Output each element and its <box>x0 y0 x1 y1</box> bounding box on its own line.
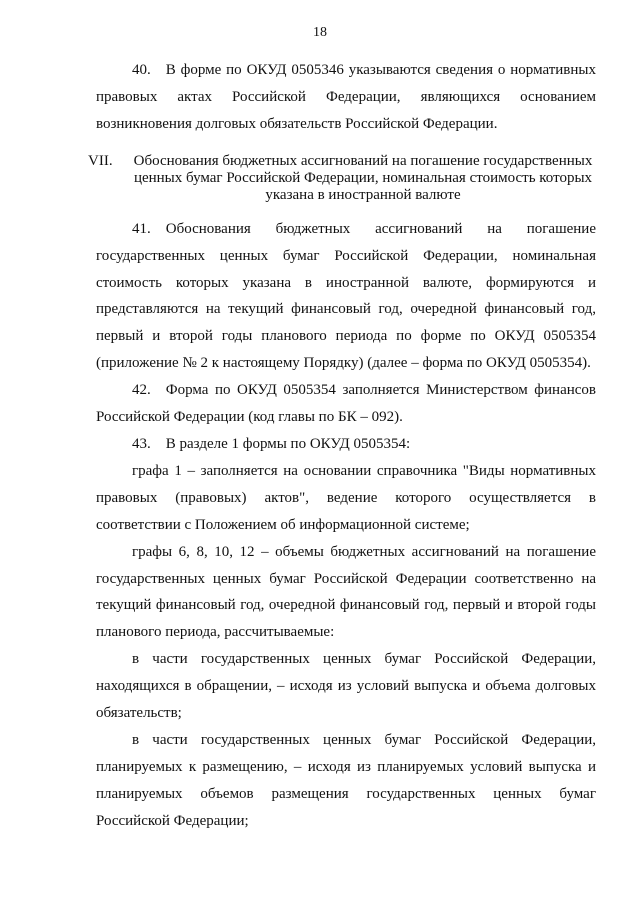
paragraph-planned-placement: в части государственных ценных бумаг Российской Федерации, планируемых к размещению, – исходя из планируемых условий выпуска и планируемых объемов размещения государственных ценных бумаг Российской Федерации; <box>96 731 596 829</box>
section-heading <box>88 153 598 204</box>
paragraph-in-circulation: в части государственных ценных бумаг Российской Федерации, находящихся в обращении, – исходя из условий выпуска и объема долговых обязательств; <box>96 651 596 722</box>
document-body <box>88 57 596 835</box>
paragraph-40: 40. В форме по ОКУД 0505346 указываются сведения о нормативных правовых актах Российской Федерации, являющихся основанием возникновения долговых обязательств Российской Федерации. <box>96 62 596 132</box>
paragraph-41: 41. Обоснования бюджетных ассигнований на погашение государственных ценных бумаг Российской Федерации, номинальная стоимость которых указана в иностранной валюте, формируются и представляются на текущий финансовый год, очередной финансовый год, первый и второй годы планового периода по форме по ОКУД 0505354 (приложение № 2 к настоящему Порядку) (далее – форма по ОКУД 0505354). <box>96 220 596 372</box>
section-number: VII. <box>88 152 113 169</box>
paragraph-43: 43. В разделе 1 формы по ОКУД 0505354: <box>132 435 411 452</box>
page-number: 18 <box>313 25 327 40</box>
paragraph-42: 42. Форма по ОКУД 0505354 заполняется Министерством финансов Российской Федерации (код главы по БК – 092). <box>96 382 596 426</box>
paragraph-column-1: графа 1 – заполняется на основании справочника "Виды нормативных правовых (правовых) актов", ведение которого осуществляется в соответствии с Положением об информационной системе; <box>96 462 596 533</box>
paragraph-columns-6-12: графы 6, 8, 10, 12 – объемы бюджетных ассигнований на погашение государственных ценных бумаг Российской Федерации соответственно на текущий финансовый год, очередной финансовый год, первый и второй годы планового периода, рассчитываемые: <box>96 543 596 641</box>
section-title: Обоснования бюджетных ассигнований на погашение государственных ценных бумаг Российской Федерации, номинальная стоимость которых указана в иностранной валюте <box>133 152 593 203</box>
